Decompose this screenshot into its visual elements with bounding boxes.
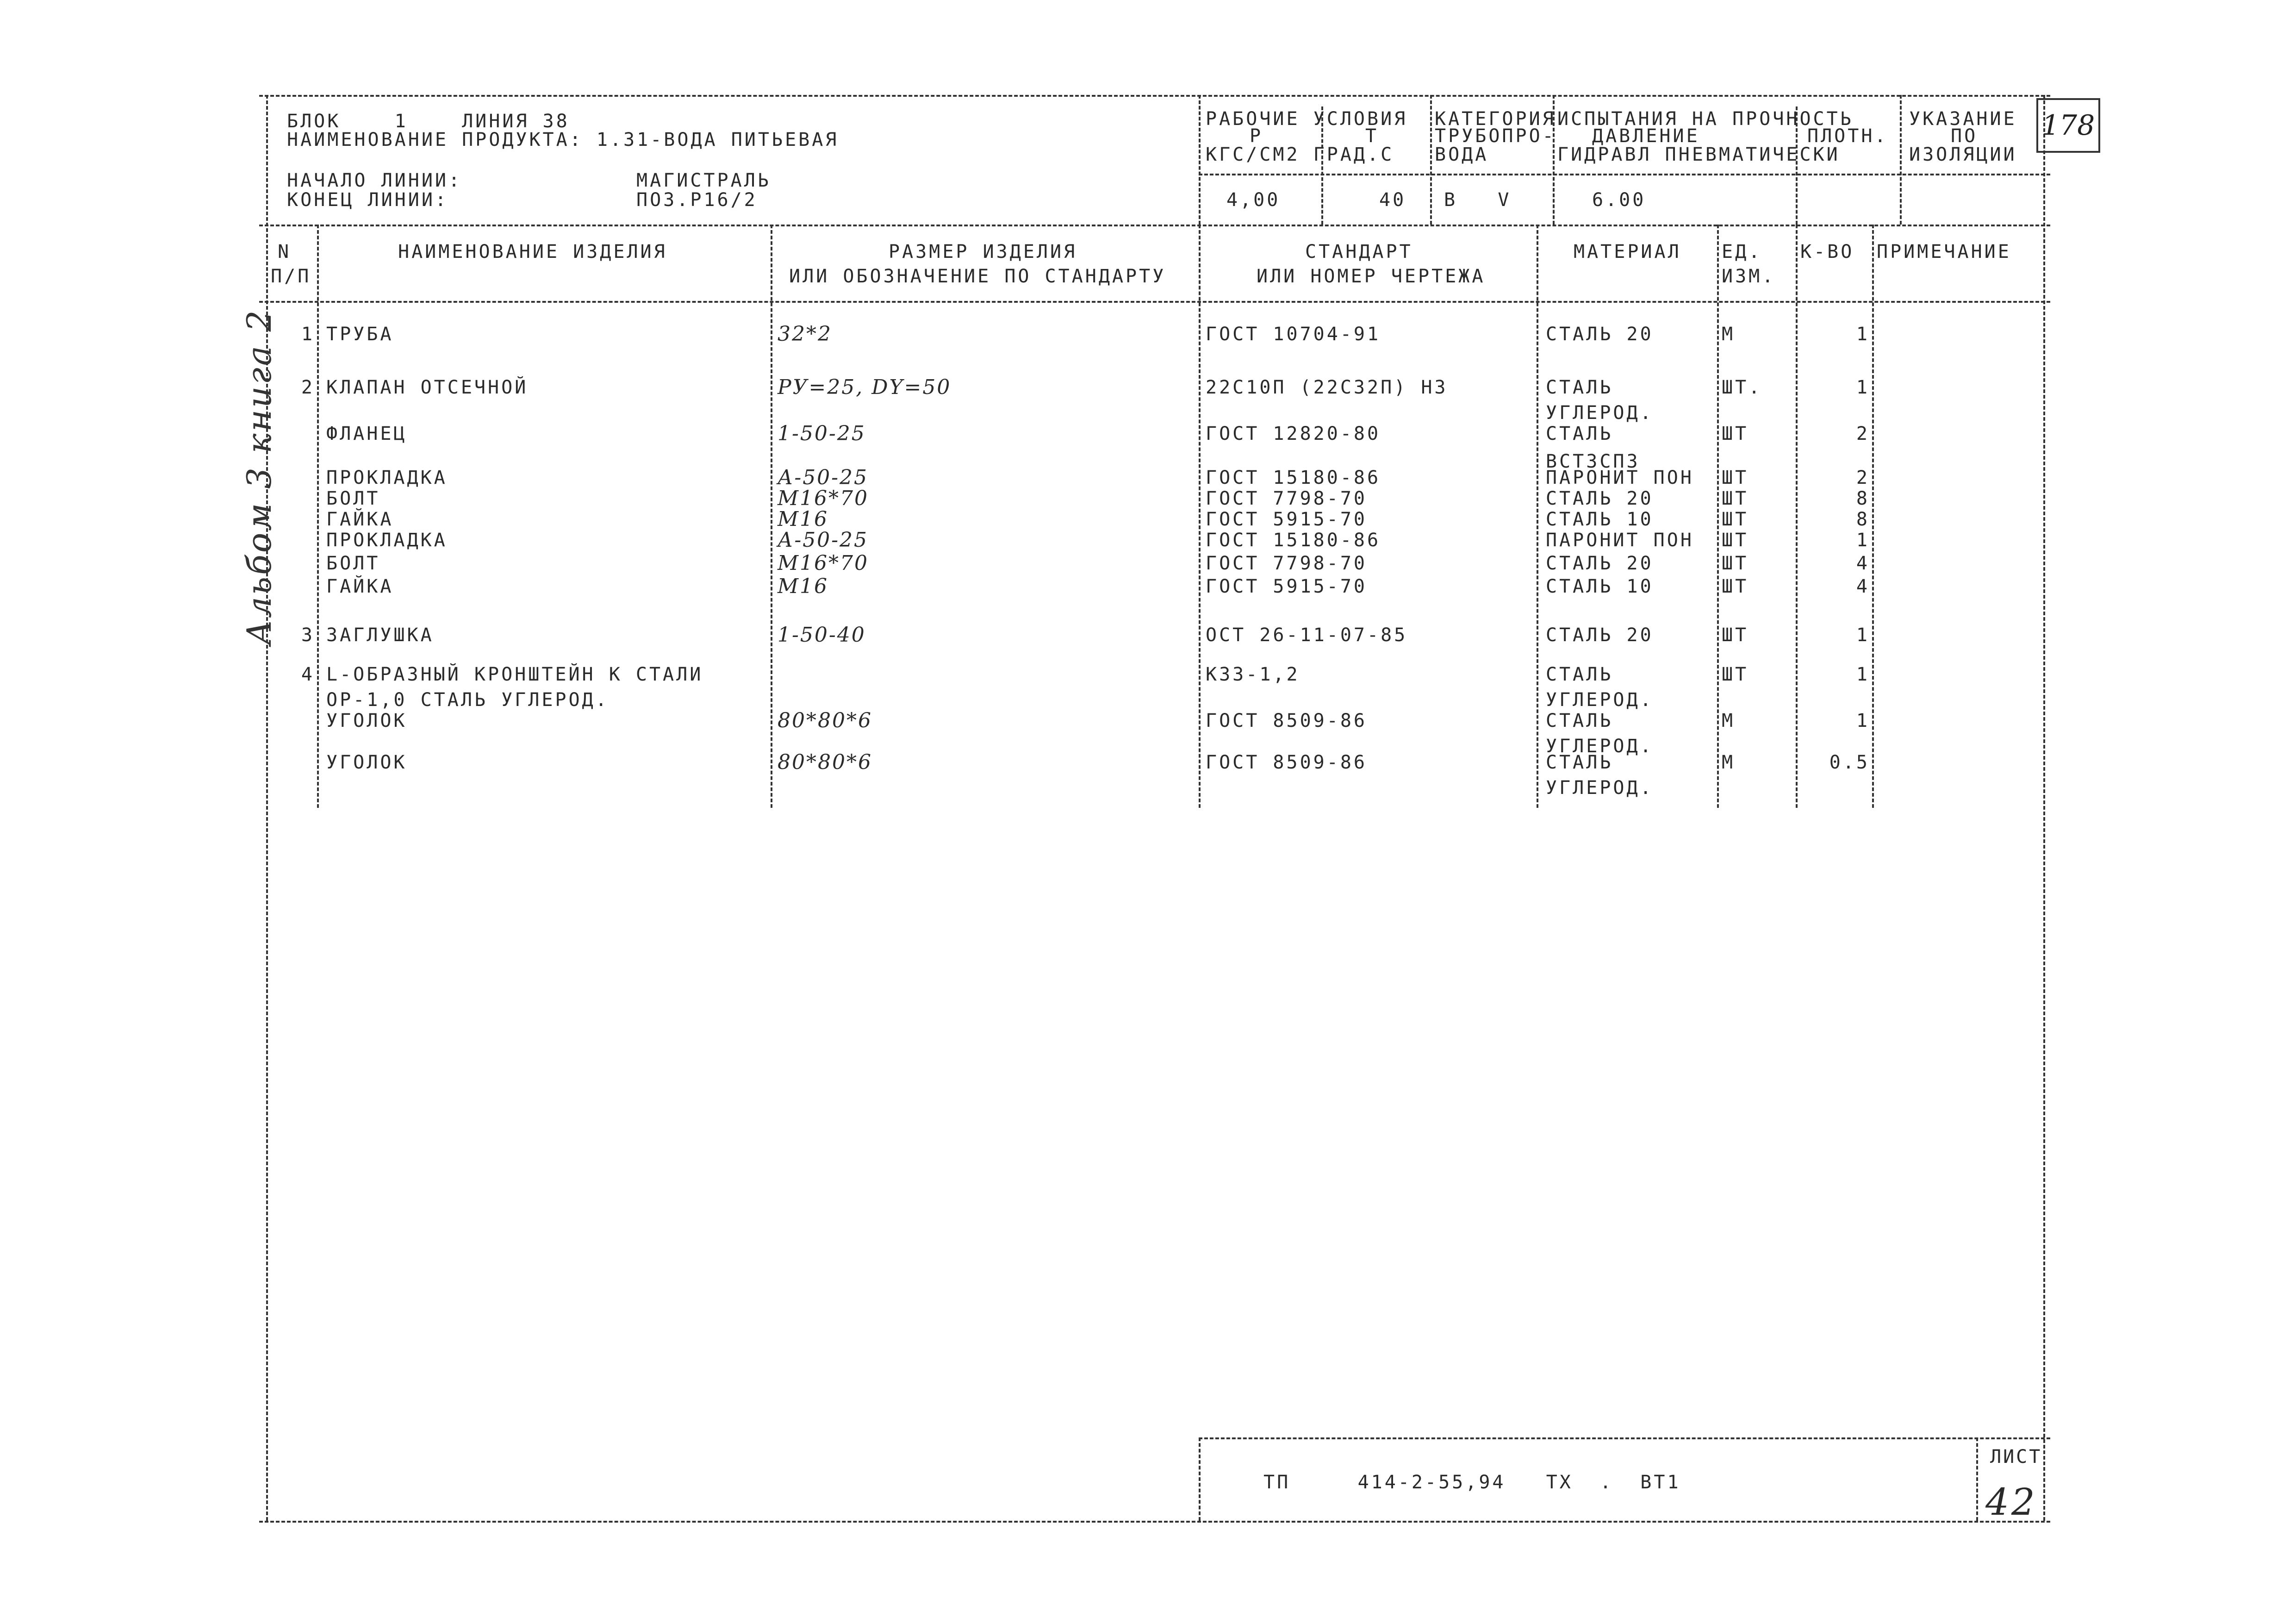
- cell-mat: СТАЛЬ: [1546, 423, 1613, 444]
- block-line-text: БЛОК 1 ЛИНИЯ 38: [287, 111, 570, 132]
- cell-std: ГОСТ 15180-86: [1206, 530, 1381, 551]
- cell-qty: 4: [1856, 553, 1870, 574]
- cell-name: КЛАПАН ОТСЕЧНОЙ: [326, 377, 529, 398]
- cell-std: ГОСТ 7798-70: [1206, 488, 1367, 509]
- cell-size: РУ=25, DY=50: [778, 375, 952, 399]
- sheet-corner-number: 178: [2036, 98, 2100, 153]
- test-label-3: ГИДРАВЛ ПНЕВМАТИЧЕСКИ: [1557, 144, 1840, 165]
- cell-qty: 2: [1856, 467, 1870, 488]
- cell-size: М16: [778, 575, 829, 598]
- cell-size: 80*80*6: [778, 709, 872, 732]
- col-head-name: НАИМЕНОВАНИЕ ИЗДЕЛИЯ: [398, 241, 667, 262]
- cell-mat: УГЛЕРОД.: [1546, 689, 1654, 711]
- cell-qty: 8: [1856, 509, 1870, 530]
- cell-mat: ПАРОНИТ ПОН: [1546, 530, 1694, 551]
- test-label-2: ДАВЛЕНИЕ: [1592, 125, 1700, 147]
- divider-work-conditions: [1199, 95, 1201, 225]
- cell-name: ФЛАНЕЦ: [326, 423, 407, 444]
- header-bottom-line: [259, 225, 2050, 226]
- cell-unit: ШТ: [1722, 664, 1749, 685]
- cell-name: БОЛТ: [326, 488, 380, 509]
- cell-name: УГОЛОК: [326, 752, 407, 773]
- sheet-label: ЛИСТ: [1990, 1446, 2042, 1468]
- cell-std: ГОСТ 5915-70: [1206, 576, 1367, 597]
- work-p-label: Р: [1250, 125, 1263, 147]
- cell-std: ГОСТ 10704-91: [1206, 324, 1381, 345]
- cell-mat: СТАЛЬ 20: [1546, 324, 1654, 345]
- col-head-unit-2: ИЗМ.: [1722, 266, 1776, 287]
- cell-num: 4: [301, 664, 315, 685]
- divider-insulation: [1900, 95, 1902, 225]
- category-label-1: КАТЕГОРИЯ: [1435, 108, 1556, 130]
- hydraulic-pressure-value: 6.00: [1592, 189, 1646, 211]
- divider-category: [1430, 95, 1432, 225]
- cell-size: 80*80*6: [778, 750, 872, 774]
- cell-unit: ШТ: [1722, 488, 1749, 509]
- cell-mat: СТАЛЬ 20: [1546, 553, 1654, 574]
- cell-std: ГОСТ 8509-86: [1206, 710, 1367, 731]
- cell-qty: 2: [1856, 423, 1870, 444]
- start-value: МАГИСТРАЛЬ: [636, 170, 771, 191]
- cell-mat: СТАЛЬ: [1546, 377, 1613, 398]
- cell-std: 22С10П (22С32П) НЗ: [1206, 377, 1448, 398]
- cell-size: М16*70: [778, 487, 869, 510]
- cell-std: ГОСТ 15180-86: [1206, 467, 1381, 488]
- cell-mat: СТАЛЬ: [1546, 664, 1613, 685]
- work-units-label: КГС/СМ2 ГРАД.С: [1206, 144, 1394, 165]
- cell-mat: СТАЛЬ 20: [1546, 488, 1654, 509]
- cell-qty: 1: [1856, 324, 1870, 345]
- col-head-note: ПРИМЕЧАНИЕ: [1877, 241, 2011, 262]
- cell-mat: СТАЛЬ 10: [1546, 509, 1654, 530]
- cell-name: ОР-1,0 СТАЛЬ УГЛЕРОД.: [326, 689, 609, 711]
- cell-mat: СТАЛЬ 20: [1546, 625, 1654, 646]
- test-label-1: ИСПЫТАНИЯ НА ПРОЧНОСТЬ: [1557, 108, 1854, 130]
- cell-name: ТРУБА: [326, 324, 394, 345]
- cell-mat: УГЛЕРОД.: [1546, 777, 1654, 799]
- col-divider-note: [1872, 225, 1874, 808]
- col-divider-unit: [1717, 225, 1719, 808]
- cell-name: ЗАГЛУШКА: [326, 625, 434, 646]
- cell-name: БОЛТ: [326, 553, 380, 574]
- cell-unit: М: [1722, 324, 1736, 345]
- col-head-num: N: [278, 241, 292, 262]
- cell-qty: 0.5: [1829, 752, 1870, 773]
- cell-unit: ШТ: [1722, 423, 1749, 444]
- cell-qty: 1: [1856, 710, 1870, 731]
- col-divider-qty: [1796, 225, 1798, 808]
- cell-mat: ПАРОНИТ ПОН: [1546, 467, 1694, 488]
- col-head-std-2: ИЛИ НОМЕР ЧЕРТЕЖА: [1257, 266, 1486, 287]
- cell-num: 2: [301, 377, 315, 398]
- sheet-number: 42: [1985, 1480, 2037, 1524]
- cell-unit: ШТ: [1722, 576, 1749, 597]
- cell-unit: М: [1722, 752, 1736, 773]
- cell-size: А-50-25: [778, 528, 869, 552]
- stamp-sheet-line: [1976, 1437, 1978, 1521]
- insulation-label-2: ПО: [1951, 125, 1978, 147]
- test-density-label: ПЛОТН.: [1807, 125, 1888, 147]
- frame-right-line: [2043, 95, 2045, 1521]
- col-head-material: МАТЕРИАЛ: [1574, 241, 1681, 262]
- cell-size: М16*70: [778, 551, 869, 575]
- stamp-top-line: [1199, 1437, 2050, 1439]
- col-head-size: РАЗМЕР ИЗДЕЛИЯ: [889, 241, 1077, 262]
- stamp-left-line: [1199, 1437, 1201, 1521]
- insulation-label-1: УКАЗАНИЕ: [1909, 108, 2017, 130]
- cell-qty: 1: [1856, 530, 1870, 551]
- cell-num: 3: [301, 625, 315, 646]
- cell-num: 1: [301, 324, 315, 345]
- cell-size: 32*2: [778, 322, 832, 346]
- cell-name: УГОЛОК: [326, 710, 407, 731]
- cell-size: 1-50-40: [778, 623, 866, 647]
- cell-unit: ШТ: [1722, 509, 1749, 530]
- col-head-size-2: ИЛИ ОБОЗНАЧЕНИЕ ПО СТАНДАРТУ: [789, 266, 1166, 287]
- col-divider-mat: [1537, 225, 1538, 808]
- work-conditions-label: РАБОЧИЕ УСЛОВИЯ: [1206, 108, 1408, 130]
- temperature-value: 40: [1379, 189, 1406, 211]
- cell-std: ГОСТ 8509-86: [1206, 752, 1367, 773]
- col-divider-std: [1199, 225, 1201, 808]
- col-head-unit: ЕД.: [1722, 241, 1762, 262]
- category-value: В V: [1444, 189, 1512, 211]
- cell-unit: М: [1722, 710, 1736, 731]
- cell-mat: УГЛЕРОД.: [1546, 736, 1654, 757]
- pressure-value: 4,00: [1226, 189, 1281, 211]
- cell-std: ГОСТ 5915-70: [1206, 509, 1367, 530]
- cell-std: К33-1,2: [1206, 664, 1300, 685]
- cell-unit: ШТ.: [1722, 377, 1762, 398]
- col-head-qty: К-ВО: [1800, 241, 1854, 262]
- cell-size: М16: [778, 507, 829, 531]
- cell-mat: СТАЛЬ: [1546, 752, 1613, 773]
- col-head-std: СТАНДАРТ: [1305, 241, 1413, 262]
- cell-std: ГОСТ 7798-70: [1206, 553, 1367, 574]
- product-name: НАИМЕНОВАНИЕ ПРОДУКТА: 1.31-ВОДА ПИТЬЕВАЯ: [287, 129, 839, 150]
- end-label: КОНЕЦ ЛИНИИ:: [287, 189, 448, 211]
- cell-qty: 1: [1856, 377, 1870, 398]
- cell-mat: СТАЛЬ: [1546, 710, 1613, 731]
- cell-mat: СТАЛЬ 10: [1546, 576, 1654, 597]
- cell-size: А-50-25: [778, 466, 869, 489]
- cell-name: ПРОКЛАДКА: [326, 530, 448, 551]
- cell-name: ПРОКЛАДКА: [326, 467, 448, 488]
- frame-bottom-line: [259, 1521, 2050, 1523]
- col-head-num-2: П/П: [271, 266, 311, 287]
- cell-mat: ВСТ3СП3: [1546, 451, 1640, 472]
- cell-unit: ШТ: [1722, 553, 1749, 574]
- insulation-label-3: ИЗОЛЯЦИИ: [1909, 144, 2017, 165]
- cell-name: L-ОБРАЗНЫЙ КРОНШТЕЙН К СТАЛИ: [326, 664, 703, 685]
- frame-top-line: [259, 95, 2050, 97]
- col-divider-num: [317, 225, 319, 808]
- category-label-3: ВОДА: [1435, 144, 1489, 165]
- cell-std: ОСТ 26-11-07-85: [1206, 625, 1408, 646]
- end-value: ПОЗ.Р16/2: [636, 189, 758, 211]
- table-head-bottom-line: [259, 301, 2050, 303]
- cell-mat: УГЛЕРОД.: [1546, 402, 1654, 424]
- col-divider-size: [771, 225, 772, 808]
- header-divider-line: [1199, 174, 2050, 175]
- cell-std: ГОСТ 12820-80: [1206, 423, 1381, 444]
- cell-size: 1-50-25: [778, 422, 866, 445]
- cell-name: ГАЙКА: [326, 576, 394, 597]
- cell-qty: 1: [1856, 664, 1870, 685]
- cell-unit: ШТ: [1722, 467, 1749, 488]
- cell-qty: 4: [1856, 576, 1870, 597]
- document-code: ТП 414-2-55,94 ТХ . ВТ1: [1263, 1472, 1681, 1493]
- cell-unit: ШТ: [1722, 530, 1749, 551]
- cell-qty: 1: [1856, 625, 1870, 646]
- cell-unit: ШТ: [1722, 625, 1749, 646]
- start-label: НАЧАЛО ЛИНИИ:: [287, 170, 462, 191]
- album-note: Альбом 3 книга 2: [240, 308, 279, 645]
- cell-qty: 8: [1856, 488, 1870, 509]
- cell-name: ГАЙКА: [326, 509, 394, 530]
- category-label-2: ТРУБОПРО-: [1435, 125, 1556, 147]
- work-t-label: Т: [1365, 125, 1379, 147]
